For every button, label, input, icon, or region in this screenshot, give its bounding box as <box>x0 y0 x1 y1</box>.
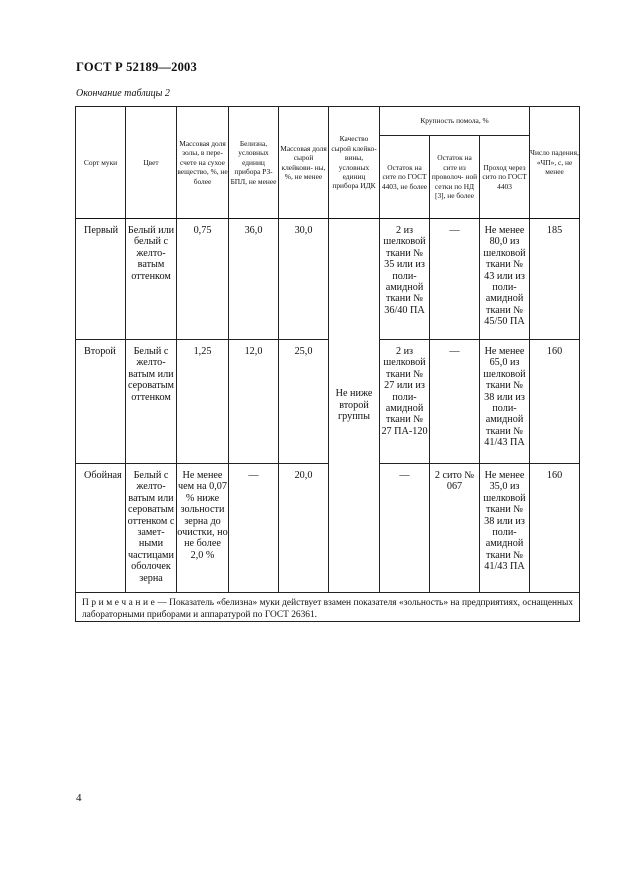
cell-ash: Не менее чем на 0,07 % ниже зольности зерна до очистки, но не более 2,0 % <box>177 464 229 593</box>
cell-wire-residue: — <box>430 340 480 464</box>
cell-sieve-residue: — <box>380 464 430 593</box>
note-text: — Показатель «белизна» муки действует взамен показателя «зольность» на предприятиях, оснащенных лабораторными приборами и аппаратурой по ГОСТ 26361. <box>82 598 574 620</box>
cell-gluten-quality: Не ниже второй группы <box>329 219 380 593</box>
cell-pass-through: Не менее 35,0 из шелковой ткани № 38 или из поли- амидной ткани № 41/43 ПА <box>480 464 530 593</box>
cell-falling-number: 160 <box>530 464 580 593</box>
col-header-gluten: Массовая доля сырой клейкови- ны, %, не менее <box>279 107 329 219</box>
cell-whiteness: 12,0 <box>229 340 279 464</box>
cell-grade: Первый <box>76 219 126 340</box>
cell-whiteness: — <box>229 464 279 593</box>
table-row <box>76 219 580 340</box>
standard-title: ГОСТ Р 52189—2003 <box>76 60 197 74</box>
cell-color: Белый или белый с желто- ватым оттенком <box>126 219 177 340</box>
table-row <box>76 464 580 593</box>
cell-sieve-residue: 2 из шелковой ткани № 27 или из поли- амидной ткани № 27 ПА-120 <box>380 340 430 464</box>
cell-wire-residue: — <box>430 219 480 340</box>
col-header-color: Цвет <box>126 107 177 219</box>
cell-whiteness: 36,0 <box>229 219 279 340</box>
cell-pass-through: Не менее 65,0 из шелковой ткани № 38 или из поли- амидной ткани № 41/43 ПА <box>480 340 530 464</box>
cell-color: Белый с желто- ватым или сероватым оттенком <box>126 340 177 464</box>
cell-gluten: 25,0 <box>279 340 329 464</box>
note-label: Примечание <box>82 598 158 608</box>
page-number: 4 <box>76 792 82 804</box>
col-header-falling-number: Число падения, «ЧП», с, не менее <box>530 107 580 219</box>
cell-wire-residue: 2 сито № 067 <box>430 464 480 593</box>
table-note-row <box>76 593 580 622</box>
cell-pass-through: Не менее 80,0 из шелковой ткани № 43 или из поли- амидной ткани № 45/50 ПА <box>480 219 530 340</box>
cell-gluten: 30,0 <box>279 219 329 340</box>
cell-falling-number: 160 <box>530 340 580 464</box>
col-header-sieve-residue: Остаток на сите по ГОСТ 4403, не более <box>380 136 430 219</box>
cell-falling-number: 185 <box>530 219 580 340</box>
table-note <box>76 593 580 622</box>
col-header-whiteness: Белизна, условных единиц прибора РЗ-БПЛ, не менее <box>229 107 279 219</box>
col-header-grade: Сорт муки <box>76 107 126 219</box>
cell-ash: 1,25 <box>177 340 229 464</box>
cell-sieve-residue: 2 из шелковой ткани № 35 или из поли- амидной ткани № 36/40 ПА <box>380 219 430 340</box>
col-header-ash: Массовая доля золы, в пере- счете на сухое вещество, %, не более <box>177 107 229 219</box>
col-header-gluten-quality: Качество сырой клейко- вины, условных единиц прибора ИДК <box>329 107 380 219</box>
cell-color: Белый с желто- ватым или сероватым оттенком с замет- ными частицами оболочек зерна <box>126 464 177 593</box>
table-row <box>76 340 580 464</box>
table-caption: Окончание таблицы 2 <box>76 88 170 99</box>
flour-quality-table <box>75 106 580 622</box>
col-header-fineness-group: Крупность помола, % <box>380 107 530 136</box>
col-header-pass-through: Проход через сито по ГОСТ 4403 <box>480 136 530 219</box>
cell-grade: Второй <box>76 340 126 464</box>
cell-gluten: 20,0 <box>279 464 329 593</box>
col-header-wire-residue: Остаток на сите из проволоч- ной сетки по НД [3], не более <box>430 136 480 219</box>
cell-grade: Обойная <box>76 464 126 593</box>
cell-ash: 0,75 <box>177 219 229 340</box>
